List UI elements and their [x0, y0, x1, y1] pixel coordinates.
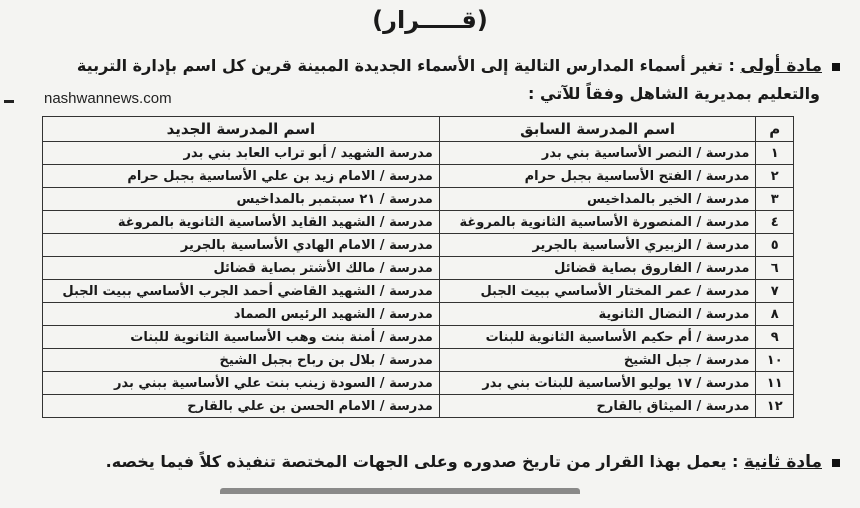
- row-num: ٥: [756, 234, 794, 257]
- row-old-name: مدرسة / الفتح الأساسية بجبل حرام: [439, 165, 756, 188]
- schools-table: [42, 116, 794, 418]
- table-row: [43, 395, 794, 418]
- row-num: ٢: [756, 165, 794, 188]
- row-new-name: مدرسة / بلال بن رباح بجبل الشيخ: [43, 349, 440, 372]
- article-one-line2: والتعليم بمديرية الشاهل وفقاً للآتي :: [528, 84, 820, 103]
- row-new-name: مدرسة / السودة زينب بنت علي الأساسية ببني بدر: [43, 372, 440, 395]
- margin-mark: [4, 100, 14, 103]
- header-new-name: اسم المدرسة الجديد: [43, 117, 440, 142]
- row-num: ٧: [756, 280, 794, 303]
- row-new-name: مدرسة / الشهيد الرئيس الصماد: [43, 303, 440, 326]
- row-num: ٣: [756, 188, 794, 211]
- table-row: [43, 372, 794, 395]
- header-num: م: [756, 117, 794, 142]
- row-new-name: مدرسة الشهيد / أبو تراب العابد بني بدر: [43, 142, 440, 165]
- row-num: ٨: [756, 303, 794, 326]
- row-old-name: مدرسة / الزبيري الأساسية بالجرير: [439, 234, 756, 257]
- row-num: ٤: [756, 211, 794, 234]
- article-one-label: مادة أولى: [740, 56, 822, 76]
- table-row: [43, 211, 794, 234]
- row-num: ١٠: [756, 349, 794, 372]
- row-old-name: مدرسة / الميثاق بالقارح: [439, 395, 756, 418]
- table-body: [43, 142, 794, 418]
- row-old-name: مدرسة / المنصورة الأساسية الثانوية بالمروغة: [439, 211, 756, 234]
- table-header-row: [43, 117, 794, 142]
- table-row: [43, 165, 794, 188]
- article-one: [40, 52, 840, 108]
- row-new-name: مدرسة / الشهيد القاضي أحمد الجرب الأساسي ببيت الجبل: [43, 280, 440, 303]
- row-num: ١١: [756, 372, 794, 395]
- decree-title: (قـــــرار): [372, 6, 488, 34]
- table-row: [43, 142, 794, 165]
- table-row: [43, 234, 794, 257]
- watermark: nashwannews.com: [44, 90, 172, 107]
- cropped-text-line: [220, 488, 580, 508]
- row-new-name: مدرسة / ٢١ سبتمبر بالمداخيس: [43, 188, 440, 211]
- article-two-label: مادة ثانية: [744, 452, 822, 472]
- row-new-name: مدرسة / الشهيد القايد الأساسية الثانوية بالمروغة: [43, 211, 440, 234]
- table-row: [43, 257, 794, 280]
- row-old-name: مدرسة / الخير بالمداخيس: [439, 188, 756, 211]
- table-row: [43, 303, 794, 326]
- row-new-name: مدرسة / أمنة بنت وهب الأساسية الثانوية للبنات: [43, 326, 440, 349]
- bullet-icon: [832, 459, 840, 467]
- row-num: ١: [756, 142, 794, 165]
- table-row: [43, 280, 794, 303]
- row-new-name: مدرسة / الامام الهادي الأساسية بالجرير: [43, 234, 440, 257]
- row-old-name: مدرسة / النضال الثانوية: [439, 303, 756, 326]
- article-two-text: : يعمل بهذا القرار من تاريخ صدوره وعلى الجهات المختصة تنفيذه كلاً فيما يخصه.: [105, 452, 739, 471]
- row-num: ٩: [756, 326, 794, 349]
- row-new-name: مدرسة / الامام الحسن بن علي بالقارح: [43, 395, 440, 418]
- row-old-name: مدرسة / ١٧ يوليو الأساسية للبنات بني بدر: [439, 372, 756, 395]
- row-num: ١٢: [756, 395, 794, 418]
- row-old-name: مدرسة / أم حكيم الأساسية الثانوية للبنات: [439, 326, 756, 349]
- row-old-name: مدرسة / النصر الأساسية بني بدر: [439, 142, 756, 165]
- article-one-line1: [40, 52, 840, 80]
- bullet-icon: [832, 63, 840, 71]
- row-old-name: مدرسة / جبل الشيخ: [439, 349, 756, 372]
- table-row: [43, 326, 794, 349]
- header-old-name: اسم المدرسة السابق: [439, 117, 756, 142]
- table-row: [43, 188, 794, 211]
- row-num: ٦: [756, 257, 794, 280]
- row-old-name: مدرسة / عمر المختار الأساسي ببيت الجبل: [439, 280, 756, 303]
- table-row: [43, 349, 794, 372]
- row-old-name: مدرسة / الفاروق بصاية قضائل: [439, 257, 756, 280]
- row-new-name: مدرسة / الامام زيد بن علي الأساسية بجبل حرام: [43, 165, 440, 188]
- article-two: [40, 448, 840, 476]
- row-new-name: مدرسة / مالك الأشتر بصاية قضائل: [43, 257, 440, 280]
- article-one-text: : تغير أسماء المدارس التالية إلى الأسماء الجديدة المبينة قرين كل اسم بإدارة التربية: [76, 56, 735, 75]
